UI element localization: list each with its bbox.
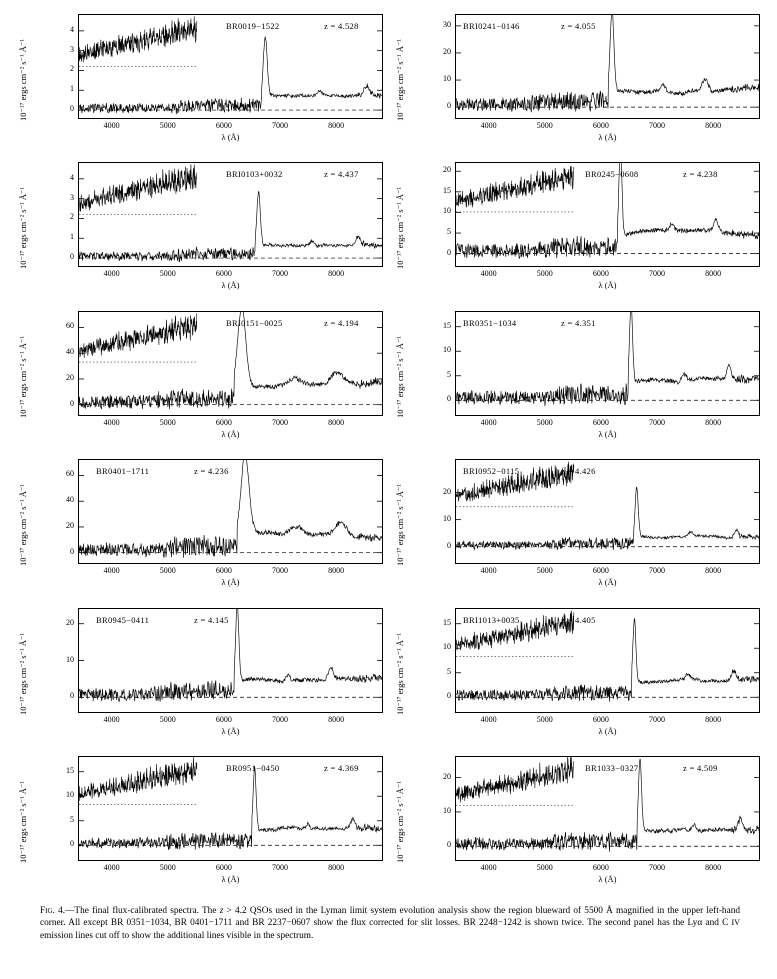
y-tick-label: 15 bbox=[443, 617, 451, 627]
y-tick-label: 3 bbox=[70, 44, 74, 54]
y-tick-label: 20 bbox=[443, 165, 451, 175]
x-tick-label: 6000 bbox=[592, 121, 609, 130]
x-tick-label: 7000 bbox=[649, 418, 665, 427]
x-axis-label: λ (Å) bbox=[598, 132, 617, 142]
y-tick-label: 20 bbox=[66, 372, 74, 382]
x-axis-label: λ (Å) bbox=[221, 874, 240, 884]
x-tick-label: 8000 bbox=[328, 121, 345, 130]
y-tick-label: 60 bbox=[66, 469, 74, 479]
x-axis-label: λ (Å) bbox=[598, 577, 617, 587]
inset-trace bbox=[79, 164, 197, 211]
y-tick-label: 20 bbox=[443, 486, 451, 496]
y-tick-label: 5 bbox=[447, 227, 451, 237]
y-tick-label: 0 bbox=[447, 840, 451, 850]
y-tick-label: 20 bbox=[66, 520, 74, 530]
y-axis-label: 10⁻¹⁷ ergs cm⁻² s⁻¹ Å⁻¹ bbox=[18, 187, 28, 269]
x-tick-label: 7000 bbox=[649, 863, 665, 872]
redshift-label: z = 4.055 bbox=[561, 21, 596, 31]
x-tick-label: 4000 bbox=[480, 566, 497, 575]
object-name-label: BR0401−1711 bbox=[96, 466, 150, 476]
y-tick-label: 15 bbox=[443, 320, 451, 330]
y-axis-label: 10⁻¹⁷ ergs cm⁻² s⁻¹ Å⁻¹ bbox=[395, 781, 405, 863]
y-tick-label: 60 bbox=[66, 321, 74, 331]
x-tick-label: 7000 bbox=[272, 121, 288, 130]
x-tick-label: 5000 bbox=[536, 121, 553, 130]
y-tick-label: 40 bbox=[66, 495, 74, 505]
x-tick-label: 4000 bbox=[103, 121, 120, 130]
y-tick-label: 40 bbox=[66, 347, 74, 357]
redshift-label: z = 4.405 bbox=[561, 615, 596, 625]
x-tick-label: 4000 bbox=[480, 269, 497, 278]
x-tick-label: 8000 bbox=[705, 715, 722, 724]
object-name-label: BRI0103+0032 bbox=[226, 169, 283, 179]
x-tick-label: 5000 bbox=[536, 715, 553, 724]
x-tick-label: 8000 bbox=[705, 566, 722, 575]
y-tick-label: 20 bbox=[443, 771, 451, 781]
caption-part-1: —The final flux-calibrated spectra. The bbox=[65, 906, 220, 916]
y-axis-label: 10⁻¹⁷ ergs cm⁻² s⁻¹ Å⁻¹ bbox=[395, 484, 405, 566]
y-tick-label: 15 bbox=[443, 185, 451, 195]
redshift-label: z = 4.426 bbox=[561, 466, 596, 476]
redshift-label: z = 4.351 bbox=[561, 318, 596, 328]
redshift-label: z = 4.528 bbox=[324, 21, 359, 31]
y-tick-label: 10 bbox=[443, 805, 451, 815]
y-tick-label: 10 bbox=[443, 74, 451, 84]
x-tick-label: 6000 bbox=[215, 863, 232, 872]
y-tick-label: 10 bbox=[443, 345, 451, 355]
x-tick-label: 8000 bbox=[705, 418, 722, 427]
y-tick-label: 3 bbox=[70, 192, 74, 202]
y-tick-label: 4 bbox=[70, 172, 74, 182]
y-tick-label: 30 bbox=[443, 19, 451, 29]
x-tick-label: 5000 bbox=[536, 418, 553, 427]
x-axis-label: λ (Å) bbox=[598, 726, 617, 736]
x-tick-label: 5000 bbox=[159, 863, 176, 872]
redshift-label: z = 4.437 bbox=[324, 169, 359, 179]
redshift-label: z = 4.194 bbox=[324, 318, 359, 328]
object-name-label: BR1033−0327 bbox=[585, 763, 639, 773]
x-tick-label: 6000 bbox=[215, 715, 232, 724]
object-name-label: BRI0952−0115 bbox=[463, 466, 520, 476]
x-tick-label: 5000 bbox=[536, 863, 553, 872]
x-axis-label: λ (Å) bbox=[221, 726, 240, 736]
x-tick-label: 6000 bbox=[592, 715, 609, 724]
x-tick-label: 7000 bbox=[649, 566, 665, 575]
x-tick-label: 6000 bbox=[215, 121, 232, 130]
x-axis-label: λ (Å) bbox=[598, 280, 617, 290]
x-tick-label: 5000 bbox=[159, 715, 176, 724]
y-tick-label: 0 bbox=[70, 839, 74, 849]
x-tick-label: 4000 bbox=[103, 863, 120, 872]
inset-trace bbox=[456, 166, 574, 207]
redshift-label: z = 4.236 bbox=[194, 466, 229, 476]
y-axis-label: 10⁻¹⁷ ergs cm⁻² s⁻¹ Å⁻¹ bbox=[395, 336, 405, 418]
x-axis-label: λ (Å) bbox=[221, 429, 240, 439]
y-tick-label: 15 bbox=[66, 765, 74, 775]
x-tick-label: 8000 bbox=[705, 863, 722, 872]
x-tick-label: 8000 bbox=[328, 715, 345, 724]
caption-part-2: > 4.2 QSOs used in the Lyman limit system evolution analysis show the region blueward of 5500 Å magnified in the upper left-hand corner. All except BR 0351−1034, BR 0401−1711 and BR 2237−0607 show the flux corrected for slit losses. BR 2248−1242 is shown twice. The second panel has the Lyα and C bbox=[40, 906, 740, 929]
object-name-label: BR0945−0411 bbox=[96, 615, 150, 625]
y-tick-label: 0 bbox=[447, 691, 451, 701]
caption-part-4: emission lines cut off to show the additional lines visible in the spectrum. bbox=[40, 930, 314, 941]
x-tick-label: 4000 bbox=[103, 566, 120, 575]
y-tick-label: 5 bbox=[70, 814, 74, 824]
y-axis-label: 10⁻¹⁷ ergs cm⁻² s⁻¹ Å⁻¹ bbox=[395, 187, 405, 269]
object-name-label: BR0351−1034 bbox=[463, 318, 517, 328]
redshift-label: z = 4.238 bbox=[683, 169, 718, 179]
redshift-label: z = 4.509 bbox=[683, 763, 718, 773]
x-tick-label: 7000 bbox=[649, 715, 665, 724]
x-tick-label: 6000 bbox=[215, 566, 232, 575]
object-name-label: BR0245−0608 bbox=[585, 169, 639, 179]
y-axis-label: 10⁻¹⁷ ergs cm⁻² s⁻¹ Å⁻¹ bbox=[18, 336, 28, 418]
caption-z-italic: z bbox=[219, 906, 224, 916]
x-tick-label: 5000 bbox=[536, 566, 553, 575]
y-axis-label: 10⁻¹⁷ ergs cm⁻² s⁻¹ Å⁻¹ bbox=[18, 633, 28, 715]
y-tick-label: 5 bbox=[447, 369, 451, 379]
y-tick-label: 10 bbox=[66, 790, 74, 800]
x-tick-label: 7000 bbox=[272, 418, 288, 427]
x-tick-label: 4000 bbox=[480, 121, 497, 130]
x-tick-label: 8000 bbox=[328, 418, 345, 427]
object-name-label: BRI0241−0146 bbox=[463, 21, 520, 31]
y-tick-label: 10 bbox=[443, 206, 451, 216]
inset-trace bbox=[79, 314, 197, 358]
y-tick-label: 20 bbox=[66, 617, 74, 627]
x-tick-label: 7000 bbox=[272, 863, 288, 872]
x-tick-label: 7000 bbox=[649, 121, 665, 130]
x-tick-label: 7000 bbox=[272, 715, 288, 724]
x-tick-label: 4000 bbox=[480, 418, 497, 427]
y-tick-label: 0 bbox=[70, 398, 74, 408]
inset-trace bbox=[79, 16, 197, 62]
x-tick-label: 5000 bbox=[159, 566, 176, 575]
x-tick-label: 7000 bbox=[272, 269, 288, 278]
y-tick-label: 0 bbox=[447, 101, 451, 111]
x-tick-label: 4000 bbox=[480, 863, 497, 872]
figure-caption bbox=[40, 905, 740, 942]
x-tick-label: 8000 bbox=[705, 269, 722, 278]
x-tick-label: 5000 bbox=[159, 121, 176, 130]
x-tick-label: 5000 bbox=[159, 418, 176, 427]
y-tick-label: 2 bbox=[70, 212, 74, 222]
x-tick-label: 6000 bbox=[592, 863, 609, 872]
y-tick-label: 0 bbox=[447, 247, 451, 257]
y-axis-label: 10⁻¹⁷ ergs cm⁻² s⁻¹ Å⁻¹ bbox=[395, 39, 405, 121]
inset-trace bbox=[456, 757, 574, 802]
x-tick-label: 8000 bbox=[328, 566, 345, 575]
redshift-label: z = 4.369 bbox=[324, 763, 359, 773]
object-name-label: BR0019−1522 bbox=[226, 21, 280, 31]
x-tick-label: 4000 bbox=[103, 418, 120, 427]
y-tick-label: 0 bbox=[447, 540, 451, 550]
y-axis-label: 10⁻¹⁷ ergs cm⁻² s⁻¹ Å⁻¹ bbox=[18, 39, 28, 121]
y-tick-label: 1 bbox=[70, 84, 74, 94]
x-tick-label: 6000 bbox=[592, 566, 609, 575]
y-tick-label: 0 bbox=[70, 104, 74, 114]
y-tick-label: 0 bbox=[70, 546, 74, 556]
x-tick-label: 6000 bbox=[592, 269, 609, 278]
y-tick-label: 0 bbox=[70, 252, 74, 262]
x-axis-label: λ (Å) bbox=[221, 280, 240, 290]
y-tick-label: 20 bbox=[443, 46, 451, 56]
x-tick-label: 8000 bbox=[328, 863, 345, 872]
x-tick-label: 8000 bbox=[328, 269, 345, 278]
x-axis-label: λ (Å) bbox=[221, 132, 240, 142]
y-tick-label: 2 bbox=[70, 64, 74, 74]
x-tick-label: 7000 bbox=[649, 269, 665, 278]
y-axis-label: 10⁻¹⁷ ergs cm⁻² s⁻¹ Å⁻¹ bbox=[18, 484, 28, 566]
redshift-label: z = 4.145 bbox=[194, 615, 229, 625]
x-tick-label: 8000 bbox=[705, 121, 722, 130]
y-tick-label: 4 bbox=[70, 24, 74, 34]
object-name-label: BRI0151−0025 bbox=[226, 318, 283, 328]
x-tick-label: 5000 bbox=[159, 269, 176, 278]
x-tick-label: 6000 bbox=[592, 418, 609, 427]
x-tick-label: 6000 bbox=[215, 418, 232, 427]
x-tick-label: 5000 bbox=[536, 269, 553, 278]
x-tick-label: 7000 bbox=[272, 566, 288, 575]
y-tick-label: 10 bbox=[443, 642, 451, 652]
inset-trace bbox=[79, 757, 197, 801]
y-tick-label: 1 bbox=[70, 232, 74, 242]
caption-civ: IV bbox=[731, 918, 740, 928]
object-name-label: BR0951−0450 bbox=[226, 763, 280, 773]
x-axis-label: λ (Å) bbox=[598, 429, 617, 439]
y-tick-label: 10 bbox=[443, 513, 451, 523]
x-tick-label: 4000 bbox=[480, 715, 497, 724]
x-tick-label: 6000 bbox=[215, 269, 232, 278]
figure-number: Fig. 4. bbox=[40, 906, 66, 916]
y-axis-label: 10⁻¹⁷ ergs cm⁻² s⁻¹ Å⁻¹ bbox=[395, 633, 405, 715]
object-name-label: BRI1013+0035 bbox=[463, 615, 520, 625]
x-axis-label: λ (Å) bbox=[598, 874, 617, 884]
y-tick-label: 0 bbox=[447, 394, 451, 404]
x-tick-label: 4000 bbox=[103, 269, 120, 278]
y-axis-label: 10⁻¹⁷ ergs cm⁻² s⁻¹ Å⁻¹ bbox=[18, 781, 28, 863]
y-tick-label: 5 bbox=[447, 666, 451, 676]
x-tick-label: 4000 bbox=[103, 715, 120, 724]
x-axis-label: λ (Å) bbox=[221, 577, 240, 587]
y-tick-label: 10 bbox=[66, 654, 74, 664]
y-tick-label: 0 bbox=[70, 691, 74, 701]
